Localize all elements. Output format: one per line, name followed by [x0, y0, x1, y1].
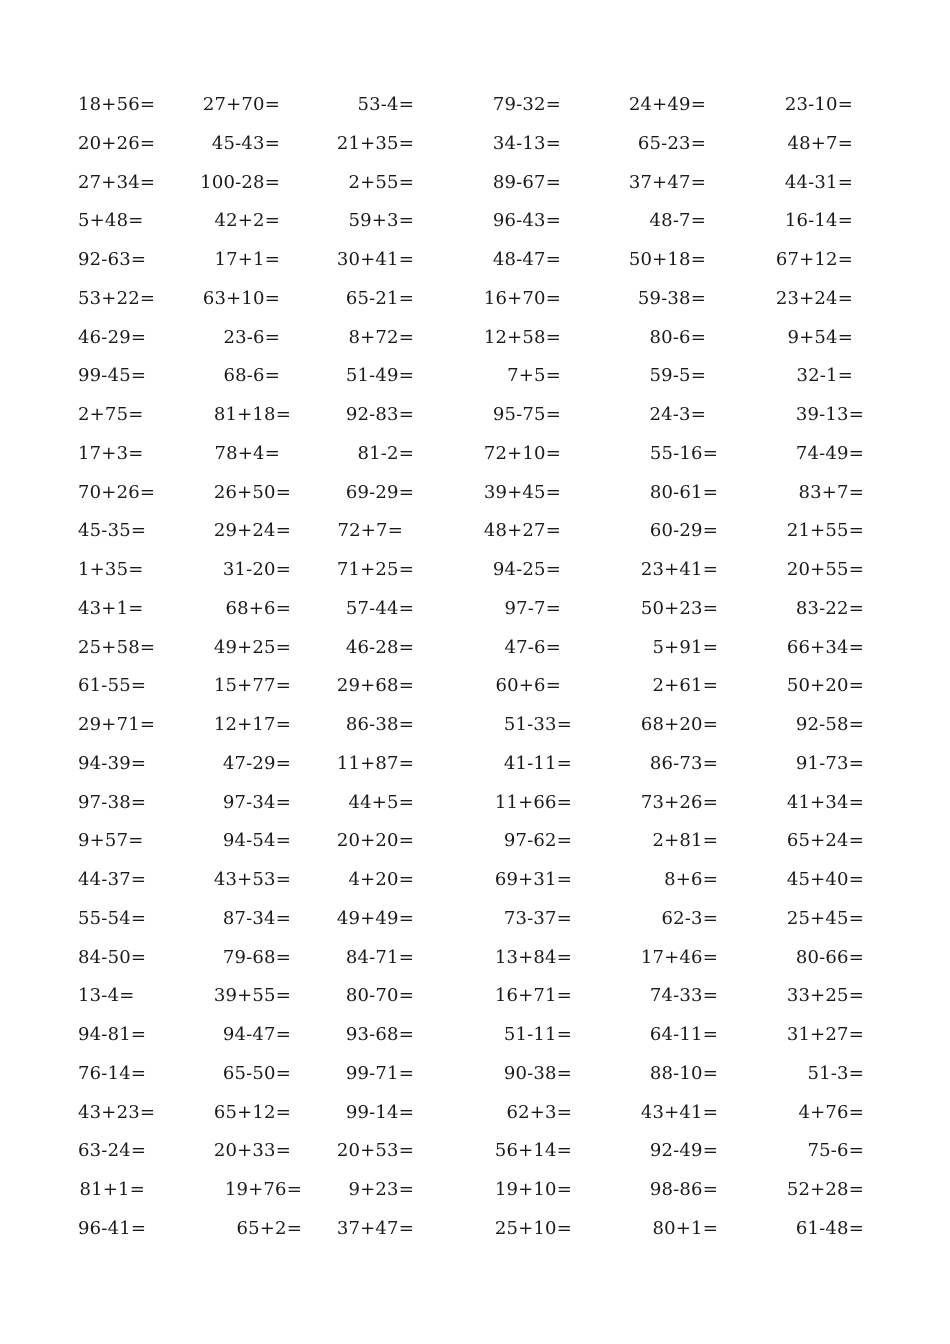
arithmetic-problem: 92-49= — [649, 1140, 718, 1162]
arithmetic-problem: 59+3= — [348, 210, 414, 232]
arithmetic-problem: 96-43= — [492, 210, 561, 232]
arithmetic-problem: 43+41= — [640, 1101, 718, 1123]
arithmetic-problem: 20+53= — [336, 1140, 414, 1162]
arithmetic-problem: 61-48= — [795, 1217, 864, 1239]
arithmetic-problem: 43+1= — [78, 597, 144, 619]
arithmetic-problem: 94-47= — [222, 1024, 291, 1045]
arithmetic-problem: 55-16= — [649, 442, 718, 464]
arithmetic-problem: 43+23= — [78, 1101, 156, 1123]
arithmetic-problem: 4+76= — [798, 1101, 864, 1123]
arithmetic-problem: 97-38= — [78, 791, 147, 813]
arithmetic-problem: 99-14= — [345, 1101, 414, 1123]
arithmetic-problem: 73-37= — [503, 907, 572, 929]
arithmetic-problem: 7+5= — [507, 365, 561, 387]
arithmetic-problem: 61-55= — [78, 675, 147, 697]
problem-row — [0, 164, 950, 202]
arithmetic-problem: 67+12= — [775, 249, 853, 270]
arithmetic-problem: 37+47= — [628, 171, 706, 193]
arithmetic-problem: 44-31= — [784, 171, 853, 193]
arithmetic-problem: 34-13= — [492, 132, 561, 154]
arithmetic-problem: 60-29= — [649, 520, 718, 542]
problem-row — [0, 435, 950, 473]
arithmetic-problem: 46-28= — [345, 636, 414, 658]
arithmetic-problem: 74-33= — [649, 985, 718, 1007]
problem-row — [0, 551, 950, 589]
arithmetic-problem: 20+55= — [786, 559, 864, 580]
arithmetic-problem: 87-34= — [222, 907, 291, 929]
arithmetic-problem: 56+14= — [494, 1140, 572, 1162]
arithmetic-problem: 24+49= — [628, 94, 706, 115]
arithmetic-problem: 48-7= — [649, 210, 706, 232]
problem-row — [0, 1055, 950, 1093]
arithmetic-problem: 51-33= — [503, 714, 572, 735]
arithmetic-problem: 96-41= — [78, 1217, 147, 1239]
arithmetic-problem: 2+61= — [652, 675, 718, 697]
arithmetic-problem: 91-73= — [795, 752, 864, 774]
arithmetic-problem: 98-86= — [649, 1179, 718, 1200]
arithmetic-problem: 53+22= — [78, 287, 156, 309]
problem-row — [0, 1094, 950, 1132]
problem-row — [0, 241, 950, 279]
arithmetic-problem: 48+7= — [787, 132, 853, 154]
arithmetic-problem: 48-47= — [492, 249, 561, 270]
arithmetic-problem: 50+20= — [786, 675, 864, 697]
arithmetic-problem: 94-25= — [492, 559, 561, 580]
problem-row — [0, 939, 950, 977]
problem-row — [0, 900, 950, 938]
arithmetic-problem: 9+54= — [787, 326, 853, 348]
arithmetic-problem: 39+55= — [213, 985, 291, 1007]
arithmetic-problem: 32-1= — [796, 365, 853, 387]
arithmetic-problem: 5+91= — [652, 636, 718, 658]
arithmetic-problem: 84-50= — [78, 946, 147, 968]
arithmetic-problem: 17+46= — [640, 946, 718, 968]
arithmetic-problem: 75-6= — [807, 1140, 864, 1162]
arithmetic-problem: 2+75= — [78, 404, 144, 425]
arithmetic-problem: 88-10= — [649, 1062, 718, 1084]
arithmetic-problem: 51-49= — [345, 365, 414, 387]
arithmetic-problem: 63+10= — [202, 287, 280, 309]
arithmetic-problem: 39-13= — [795, 404, 864, 425]
arithmetic-problem: 45-35= — [78, 520, 147, 542]
problem-row — [0, 822, 950, 860]
arithmetic-problem: 19+76= — [224, 1179, 302, 1200]
arithmetic-problem: 31-20= — [222, 559, 291, 580]
arithmetic-problem: 45+40= — [786, 869, 864, 890]
arithmetic-problem: 4+20= — [348, 869, 414, 890]
arithmetic-problem: 65-23= — [637, 132, 706, 154]
arithmetic-problem: 29+71= — [78, 714, 156, 735]
arithmetic-problem: 21+55= — [786, 520, 864, 542]
arithmetic-problem: 44-37= — [78, 869, 147, 890]
arithmetic-problem: 65+2= — [236, 1217, 302, 1239]
arithmetic-problem: 62+3= — [506, 1101, 572, 1123]
arithmetic-problem: 81-2= — [357, 442, 414, 464]
arithmetic-problem: 53-4= — [357, 94, 414, 115]
arithmetic-problem: 11+87= — [336, 752, 414, 774]
arithmetic-problem: 47-29= — [222, 752, 291, 774]
arithmetic-problem: 1+35= — [78, 559, 144, 580]
problem-row — [0, 861, 950, 899]
problem-row — [0, 1016, 950, 1054]
arithmetic-problem: 19+10= — [494, 1179, 572, 1200]
arithmetic-problem: 16-14= — [784, 210, 853, 232]
arithmetic-problem: 23+41= — [640, 559, 718, 580]
arithmetic-problem: 74-49= — [795, 442, 864, 464]
arithmetic-problem: 50+18= — [628, 249, 706, 270]
arithmetic-problem: 12+17= — [213, 714, 291, 735]
arithmetic-problem: 5+48= — [78, 210, 144, 232]
problem-row — [0, 745, 950, 783]
problem-row — [0, 202, 950, 240]
arithmetic-problem: 80+1= — [652, 1217, 718, 1239]
problem-row — [0, 1171, 950, 1209]
arithmetic-problem: 17+3= — [78, 442, 144, 464]
arithmetic-problem: 71+25= — [336, 559, 414, 580]
arithmetic-problem: 80-66= — [795, 946, 864, 968]
arithmetic-problem: 95-75= — [492, 404, 561, 425]
arithmetic-problem: 81+1= — [79, 1179, 145, 1200]
arithmetic-problem: 65-21= — [345, 287, 414, 309]
arithmetic-problem: 49+25= — [213, 636, 291, 658]
arithmetic-problem: 29+68= — [336, 675, 414, 697]
arithmetic-problem: 69+31= — [494, 869, 572, 890]
arithmetic-problem: 16+71= — [494, 985, 572, 1007]
arithmetic-problem: 20+20= — [336, 830, 414, 852]
arithmetic-problem: 29+24= — [213, 520, 291, 542]
arithmetic-problem: 45-43= — [211, 132, 280, 154]
problem-row — [0, 125, 950, 163]
arithmetic-problem: 46-29= — [78, 326, 147, 348]
arithmetic-problem: 97-62= — [503, 830, 572, 852]
arithmetic-problem: 83-22= — [795, 597, 864, 619]
arithmetic-problem: 68-6= — [223, 365, 280, 387]
arithmetic-problem: 86-38= — [345, 714, 414, 735]
arithmetic-problem: 30+41= — [336, 249, 414, 270]
arithmetic-problem: 15+77= — [213, 675, 291, 697]
arithmetic-problem: 97-34= — [222, 791, 291, 813]
arithmetic-problem: 8+6= — [664, 869, 718, 890]
arithmetic-problem: 21+35= — [336, 132, 414, 154]
arithmetic-problem: 65-50= — [222, 1062, 291, 1084]
arithmetic-problem: 92-58= — [795, 714, 864, 735]
arithmetic-problem: 89-67= — [492, 171, 561, 193]
arithmetic-problem: 94-39= — [78, 752, 147, 774]
arithmetic-problem: 60+6= — [495, 675, 561, 697]
arithmetic-problem: 90-38= — [503, 1062, 572, 1084]
arithmetic-problem: 37+47= — [336, 1217, 414, 1239]
arithmetic-problem: 65+24= — [786, 830, 864, 852]
arithmetic-problem: 2+81= — [652, 830, 718, 852]
arithmetic-problem: 59-5= — [649, 365, 706, 387]
arithmetic-problem: 12+58= — [483, 326, 561, 348]
problem-row — [0, 86, 950, 124]
arithmetic-problem: 68+20= — [640, 714, 718, 735]
problem-row — [0, 784, 950, 822]
problem-row — [0, 1210, 950, 1248]
problem-row — [0, 667, 950, 705]
problem-row — [0, 512, 950, 550]
arithmetic-problem: 44+5= — [348, 791, 414, 813]
arithmetic-problem: 86-73= — [649, 752, 718, 774]
arithmetic-problem: 42+2= — [214, 210, 280, 232]
arithmetic-problem: 9+23= — [348, 1179, 414, 1200]
arithmetic-problem: 13-4= — [78, 985, 135, 1007]
arithmetic-problem: 79-68= — [222, 946, 291, 968]
arithmetic-problem: 49+49= — [336, 907, 414, 929]
arithmetic-problem: 23-6= — [223, 326, 280, 348]
problem-row — [0, 1132, 950, 1170]
arithmetic-problem: 27+70= — [202, 94, 280, 115]
arithmetic-problem: 72+10= — [483, 442, 561, 464]
arithmetic-problem: 80-70= — [345, 985, 414, 1007]
arithmetic-problem: 66+34= — [786, 636, 864, 658]
arithmetic-problem: 80-61= — [649, 481, 718, 503]
arithmetic-problem: 41+34= — [786, 791, 864, 813]
arithmetic-problem: 64-11= — [649, 1024, 718, 1045]
arithmetic-problem: 73+26= — [640, 791, 718, 813]
problem-row — [0, 977, 950, 1015]
problem-row — [0, 629, 950, 667]
arithmetic-problem: 24-3= — [649, 404, 706, 425]
arithmetic-problem: 72+7= — [337, 520, 403, 542]
arithmetic-problem: 92-83= — [345, 404, 414, 425]
problem-row — [0, 357, 950, 395]
arithmetic-problem: 83+7= — [798, 481, 864, 503]
arithmetic-problem: 20+26= — [78, 132, 156, 154]
arithmetic-problem: 50+23= — [640, 597, 718, 619]
arithmetic-problem: 79-32= — [492, 94, 561, 115]
arithmetic-problem: 55-54= — [78, 907, 147, 929]
arithmetic-problem: 93-68= — [345, 1024, 414, 1045]
arithmetic-problem: 8+72= — [348, 326, 414, 348]
problem-row — [0, 319, 950, 357]
problem-row — [0, 706, 950, 744]
arithmetic-problem: 25+10= — [494, 1217, 572, 1239]
arithmetic-problem: 65+12= — [213, 1101, 291, 1123]
arithmetic-problem: 94-54= — [222, 830, 291, 852]
arithmetic-problem: 81+18= — [213, 404, 291, 425]
arithmetic-problem: 63-24= — [78, 1140, 147, 1162]
arithmetic-problem: 97-7= — [504, 597, 561, 619]
arithmetic-problem: 94-81= — [78, 1024, 147, 1045]
arithmetic-problem: 48+27= — [483, 520, 561, 542]
arithmetic-problem: 99-45= — [78, 365, 147, 387]
arithmetic-problem: 99-71= — [345, 1062, 414, 1084]
arithmetic-problem: 9+57= — [78, 830, 144, 852]
arithmetic-problem: 16+70= — [483, 287, 561, 309]
arithmetic-problem: 78+4= — [214, 442, 280, 464]
arithmetic-problem: 11+66= — [494, 791, 572, 813]
arithmetic-problem: 2+55= — [348, 171, 414, 193]
arithmetic-problem: 62-3= — [661, 907, 718, 929]
arithmetic-problem: 25+58= — [78, 636, 156, 658]
arithmetic-problem: 33+25= — [786, 985, 864, 1007]
arithmetic-problem: 47-6= — [504, 636, 561, 658]
arithmetic-problem: 26+50= — [213, 481, 291, 503]
arithmetic-problem: 39+45= — [483, 481, 561, 503]
arithmetic-problem: 51-11= — [503, 1024, 572, 1045]
arithmetic-problem: 59-38= — [637, 287, 706, 309]
arithmetic-problem: 52+28= — [786, 1179, 864, 1200]
arithmetic-problem: 92-63= — [78, 249, 147, 270]
arithmetic-problem: 23+24= — [775, 287, 853, 309]
arithmetic-problem: 43+53= — [213, 869, 291, 890]
arithmetic-problem: 18+56= — [78, 94, 156, 115]
arithmetic-problem: 13+84= — [494, 946, 572, 968]
arithmetic-problem: 57-44= — [345, 597, 414, 619]
arithmetic-problem: 76-14= — [78, 1062, 147, 1084]
arithmetic-problem: 100-28= — [200, 171, 280, 193]
arithmetic-problem: 41-11= — [503, 752, 572, 774]
arithmetic-problem: 80-6= — [649, 326, 706, 348]
arithmetic-problem: 51-3= — [807, 1062, 864, 1084]
arithmetic-problem: 20+33= — [213, 1140, 291, 1162]
arithmetic-problem: 31+27= — [786, 1024, 864, 1045]
problem-row — [0, 590, 950, 628]
problem-row — [0, 280, 950, 318]
arithmetic-problem: 69-29= — [345, 481, 414, 503]
arithmetic-problem: 70+26= — [78, 481, 156, 503]
arithmetic-problem: 68+6= — [225, 597, 291, 619]
arithmetic-problem: 23-10= — [784, 94, 853, 115]
problem-row — [0, 396, 950, 434]
problem-row — [0, 474, 950, 512]
arithmetic-problem: 84-71= — [345, 946, 414, 968]
arithmetic-problem: 25+45= — [786, 907, 864, 929]
arithmetic-problem: 17+1= — [214, 249, 280, 270]
arithmetic-problem: 27+34= — [78, 171, 156, 193]
